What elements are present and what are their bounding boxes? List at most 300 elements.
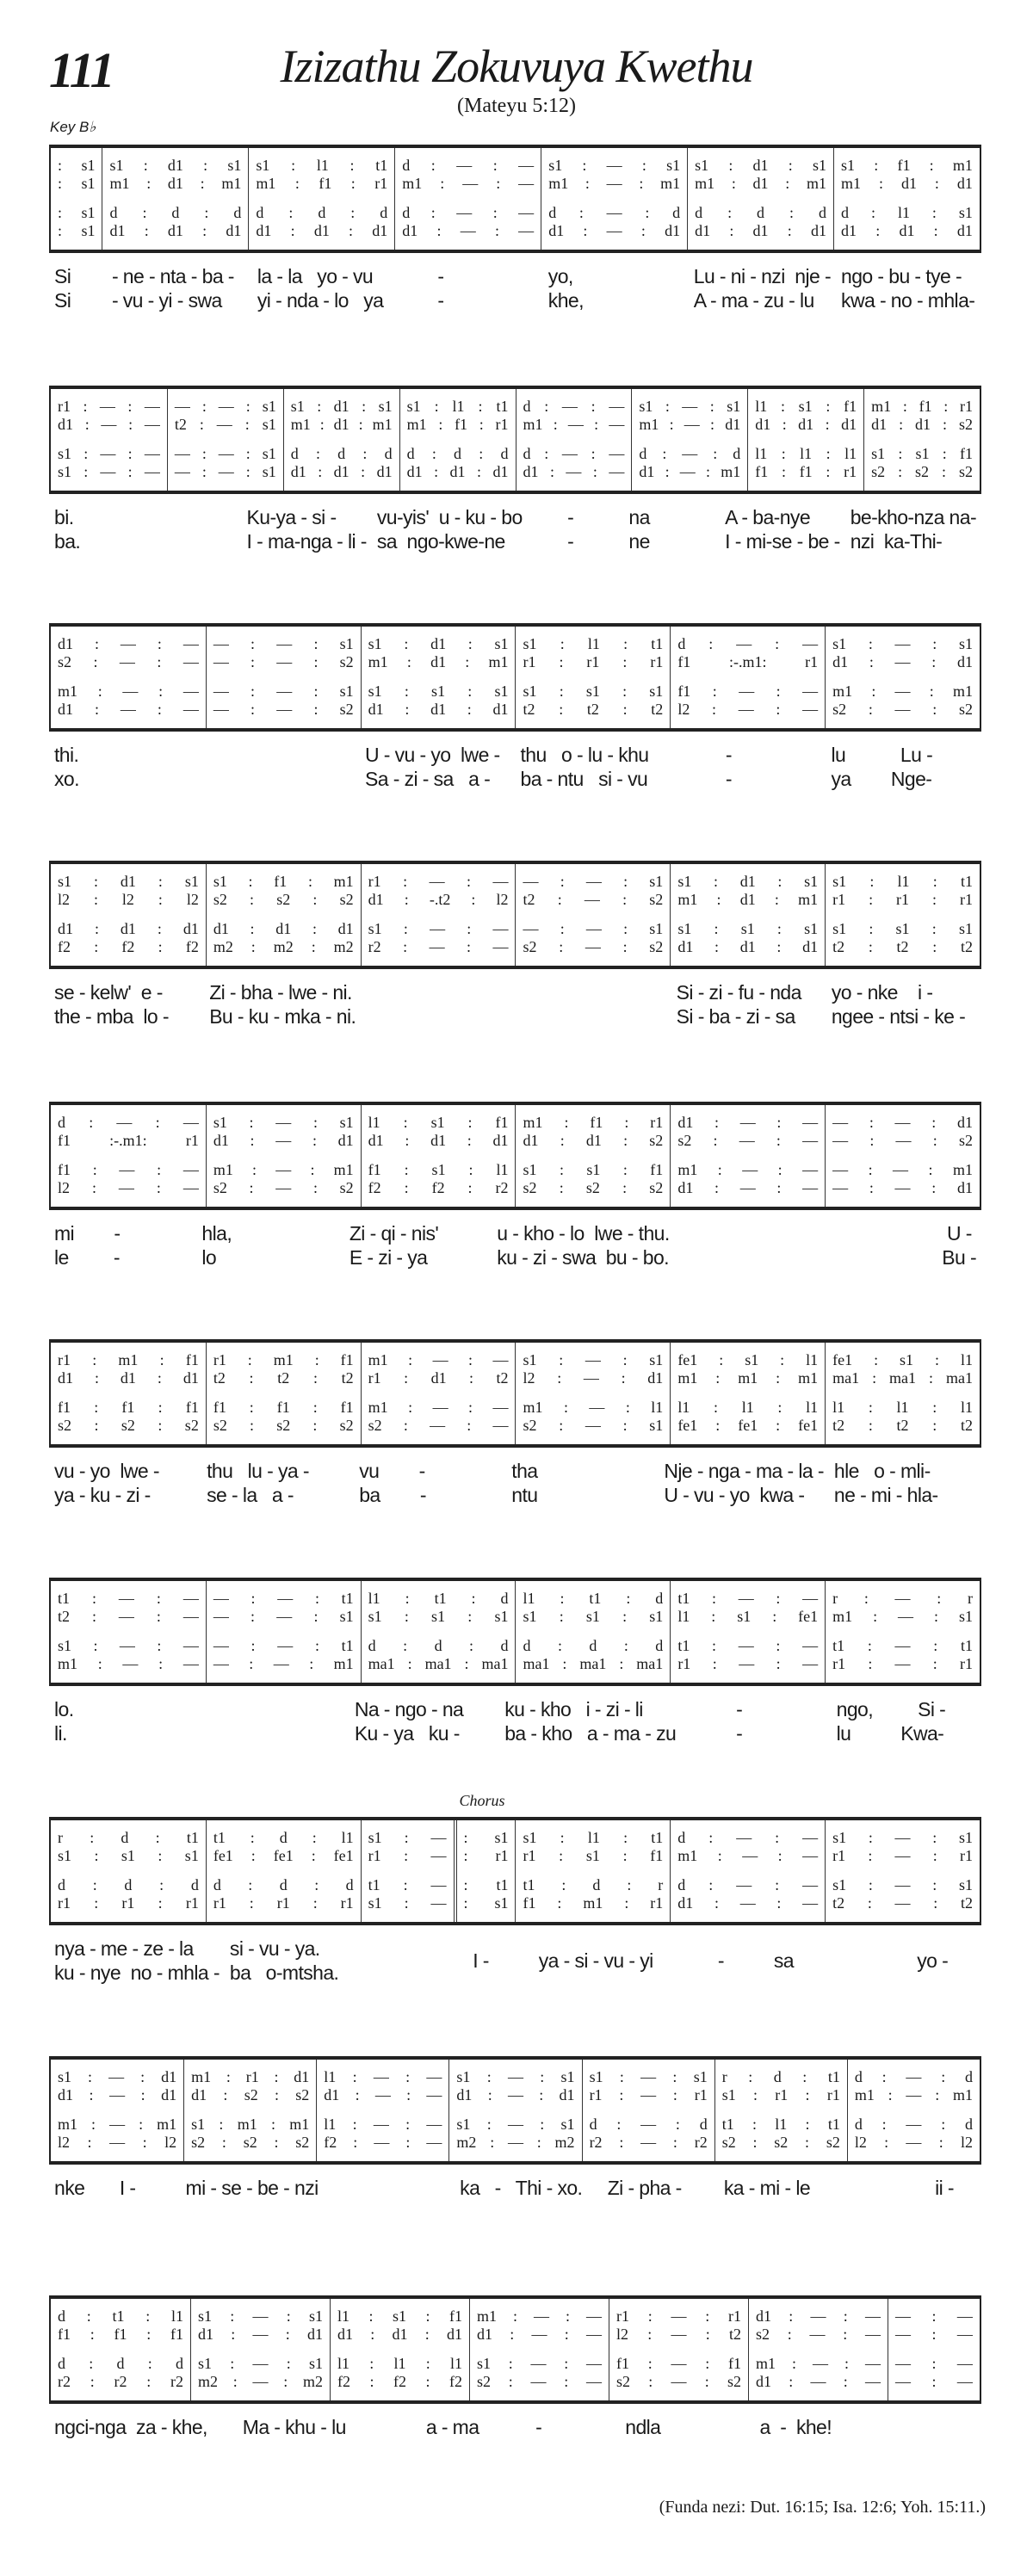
lyric-syllables: ka - Thi - xo. — [460, 2177, 583, 2199]
lyric-syllables: Na - ngo - na — [354, 1698, 464, 1720]
soprano-notes: m1 : f1 : r1 — [523, 1114, 664, 1131]
lyric-syllables: Lu - ni - nzi nje - — [693, 265, 832, 287]
bass-notes: d1 : d1 : d1 — [109, 222, 242, 239]
bass-notes: ma1 : ma1 : ma1 — [368, 1655, 509, 1672]
tenor-notes: t1 : — : — — [677, 1637, 819, 1654]
lyric-syllables: sa ngo-kwe-ne — [376, 530, 505, 553]
lyric-syllables: Ma - khu - lu — [217, 2416, 346, 2438]
soprano-notes: s1 : — : s1 — [213, 1114, 354, 1131]
lyric-column — [344, 1222, 492, 1270]
alto-notes: m1 : f1 : r1 — [406, 416, 509, 433]
lyric-column — [832, 1698, 981, 1746]
tenor-notes: d : d : d — [256, 204, 388, 221]
tenor-notes: t1 : — — [368, 1876, 447, 1893]
lyric-syllables: si - vu - ya. — [229, 1937, 320, 1960]
hymn-number: 111 — [49, 42, 114, 98]
soprano-notes: — : — : s1 — [174, 398, 276, 415]
lyric-syllables: se - kelw' e - — [54, 981, 163, 1004]
lyric-column — [832, 1937, 981, 1986]
lyric-column — [199, 1698, 349, 1746]
tenor-notes: m1 : — : — — [58, 683, 199, 700]
alto-notes: m1 : — : — — [523, 416, 625, 433]
alto-notes: l2 : l2 : l2 — [58, 891, 199, 908]
soprano-notes: d : — : — — [677, 1829, 819, 1846]
key-signature: Key B♭ — [50, 119, 96, 135]
alto-notes: : s1 — [58, 175, 96, 192]
lyric-column — [671, 981, 826, 1029]
measure — [515, 627, 670, 728]
lyric-syllables: yo, — [547, 265, 573, 287]
measure — [825, 864, 980, 966]
measure — [51, 389, 167, 491]
lyric-syllables: yo - nke i - — [831, 981, 933, 1004]
lyric-syllables — [894, 2416, 976, 2440]
alto-notes: d1 : — : — — [58, 416, 160, 433]
soprano-notes: r : — : r — [832, 1590, 973, 1607]
tenor-notes: l1 : — : — — [324, 2116, 442, 2133]
lyric-syllables: ku - nye no - mhla - — [54, 1961, 220, 1984]
lyric-column — [201, 1460, 354, 1508]
lyric-syllables: u - kho - lo lwe - thu. — [497, 1222, 670, 1245]
tenor-notes: l1 : l1 : l1 — [677, 1399, 819, 1416]
lyric-syllables: lo. — [54, 1698, 74, 1720]
lyric-syllables: hle o - mli- — [833, 1460, 931, 1482]
lyric-syllables: vu - — [359, 1460, 425, 1482]
lyric-syllables: ii - — [855, 2177, 954, 2199]
measure — [361, 1820, 454, 1922]
measure — [631, 389, 747, 491]
bass-notes: s2 : — : — — [477, 2373, 602, 2390]
lyric-column — [242, 506, 372, 554]
soprano-notes: d : — : — — [402, 157, 535, 174]
tenor-notes: d : d : d — [368, 1637, 509, 1654]
alto-notes: d1 : d1 : s2 — [871, 416, 973, 433]
measure — [833, 148, 980, 250]
measure — [609, 2299, 748, 2400]
tenor-notes: t1 : l1 : t1 — [721, 2116, 840, 2133]
bass-notes: r2 : r2 : r2 — [58, 2373, 183, 2390]
soprano-notes: s1 : — : s1 — [832, 635, 973, 652]
bass-notes: s2 : s2 : s2 — [523, 1179, 664, 1196]
tenor-notes: d : d : d — [695, 204, 826, 221]
tenor-notes: m1 : — : m1 — [832, 683, 973, 700]
lyric-syllables: ka - mi - le — [723, 2177, 811, 2199]
measure — [847, 2060, 980, 2161]
sol-fa-staff — [49, 1817, 981, 1925]
bass-notes: s2 : s2 : s2 — [721, 2134, 840, 2151]
measure — [582, 2060, 714, 2161]
lyric-syllables: I - ma-nga - li - — [246, 530, 367, 553]
sol-fa-staff — [49, 386, 981, 494]
alto-notes: — : — : s1 — [213, 1608, 354, 1625]
lyric-syllables: bi. — [54, 506, 74, 528]
measure — [670, 1820, 825, 1922]
lyric-syllables: Sa - zi - sa a - — [365, 768, 491, 790]
lyric-column — [49, 1698, 199, 1746]
lyric-column — [499, 1698, 681, 1746]
alto-notes: ma1 : ma1 : ma1 — [832, 1369, 973, 1387]
measure — [183, 2060, 316, 2161]
bass-notes: : s1 — [463, 1894, 509, 1912]
lyric-column — [534, 1937, 683, 1986]
bass-notes: : s1 — [58, 222, 96, 239]
soprano-notes: : s1 — [58, 157, 96, 174]
tenor-notes: d : l1 : s1 — [841, 204, 973, 221]
bass-notes: d1 : — : — — [756, 2373, 881, 2390]
bass-notes: t2 : t2 : t2 — [832, 938, 973, 955]
tenor-notes: m1 : — : m1 — [213, 1161, 354, 1178]
chorus-label: Chorus — [459, 1792, 505, 1809]
lyric-syllables: ba - kho a - ma - zu — [504, 1722, 677, 1745]
lyric-column — [49, 265, 107, 313]
lyric-column — [587, 2177, 719, 2201]
tenor-notes: m1 : — : — — [368, 1399, 509, 1416]
alto-notes: r1 : d1 : t2 — [368, 1369, 509, 1387]
tenor-notes: s1 : — : s1 — [198, 2355, 323, 2372]
lyric-column — [671, 744, 826, 792]
lyric-column — [455, 2177, 587, 2201]
bass-notes: d1 : — : — — [677, 1894, 819, 1912]
lyric-syllables: - — [676, 744, 732, 766]
alto-notes: s1 : s1 : s1 — [368, 1608, 509, 1625]
bass-notes: s2 : s2 : s2 — [213, 1417, 354, 1434]
soprano-notes: s1 : — : s1 — [548, 157, 681, 174]
lyric-syllables — [366, 1005, 510, 1029]
soprano-notes: m1 : — : — — [477, 2307, 602, 2325]
lyric-column — [689, 265, 836, 313]
bass-notes: s2 : — : s2 — [616, 2373, 741, 2390]
bass-notes: r1 : r1 : r1 — [213, 1894, 354, 1912]
soprano-notes: d : — : d — [854, 2068, 973, 2085]
lyric-syllables: - vu - yi - swa — [111, 289, 222, 312]
tenor-notes: d : — : d — [854, 2116, 973, 2133]
alto-notes: t2 : — : s1 — [174, 416, 276, 433]
soprano-notes: s1 : f1 : m1 — [213, 873, 354, 890]
lyric-syllables: ba - ntu si - vu — [520, 768, 648, 790]
bass-notes: r1 : r1 : r1 — [58, 1894, 199, 1912]
tenor-notes: f1 : s1 : l1 — [368, 1161, 509, 1178]
lyric-syllables: se - la a - — [207, 1484, 294, 1506]
measure — [361, 1581, 516, 1683]
bass-notes: l2 : — : — — [58, 1179, 199, 1196]
soprano-notes: d : t1 : l1 — [58, 2307, 183, 2325]
lyric-syllables: ndla — [625, 2416, 661, 2438]
bass-notes: l2 : — : — — [677, 701, 819, 718]
lyric-syllables — [680, 1246, 817, 1270]
lyric-syllables: Ku - ya ku - — [354, 1722, 460, 1745]
lyric-syllables — [329, 2177, 450, 2201]
soprano-notes: l1 : t1 : d — [368, 1590, 509, 1607]
measure — [747, 389, 863, 491]
lyric-syllables: Zi - pha - — [592, 2177, 682, 2199]
lyric-column — [492, 1222, 674, 1270]
tenor-notes: m1 : — : l1 — [523, 1399, 664, 1416]
soprano-notes: s1 : — — [368, 1829, 447, 1846]
measure — [670, 1581, 825, 1683]
bass-notes: f2 : — : — — [324, 2134, 442, 2151]
alto-notes: s1 : s1 : s1 — [58, 1847, 199, 1864]
lyric-syllables — [379, 1961, 462, 1986]
measure — [394, 148, 541, 250]
tenor-notes: d : d : d — [406, 445, 509, 462]
measure — [888, 2299, 980, 2400]
bass-notes: s2 : s2 : s2 — [191, 2134, 310, 2151]
lyric-syllables — [521, 981, 665, 1005]
lyric-column — [826, 744, 982, 792]
measure — [51, 2299, 190, 2400]
tenor-notes: t1 : — : t1 — [832, 1637, 973, 1654]
soprano-notes: — : — — [895, 2307, 973, 2325]
bass-notes: m2 : — : m2 — [198, 2373, 323, 2390]
lyric-column — [755, 2416, 889, 2440]
lyric-column — [49, 981, 204, 1029]
soprano-notes: d1 : — : — — [677, 1114, 819, 1131]
sol-fa-staff — [49, 861, 981, 969]
tenor-notes: d : — : — — [677, 1876, 819, 1893]
alto-notes: — : — : s2 — [832, 1132, 973, 1149]
measure — [515, 864, 670, 966]
tenor-notes: s1 : m1 : m1 — [191, 2116, 310, 2133]
lyric-column — [506, 1460, 659, 1508]
chorus-lyric-syllables: ya - si - vu - yi — [538, 1949, 653, 1972]
tenor-notes: l1 : l1 : l1 — [832, 1399, 973, 1416]
tenor-notes: d : — : — — [402, 204, 535, 221]
bass-notes: r1 : — : r1 — [832, 1655, 973, 1672]
tenor-notes: s1 : — : s1 — [456, 2116, 575, 2133]
alto-notes: m1 : — : d1 — [639, 416, 741, 433]
bass-notes: d1 : — : — — [677, 1179, 819, 1196]
soprano-notes: m1 : f1 : r1 — [871, 398, 973, 415]
lyric-syllables: U - vu - yo lwe - — [365, 744, 500, 766]
bass-notes: — : — : m1 — [213, 1655, 354, 1672]
measure — [167, 389, 283, 491]
tenor-notes: m1 : — : m1 — [58, 2116, 177, 2133]
lyric-column — [850, 2177, 981, 2201]
measure — [316, 2060, 448, 2161]
measure — [206, 1820, 361, 1922]
soprano-notes: d1 : — : — — [756, 2307, 881, 2325]
measure — [454, 1820, 516, 1922]
lyric-column — [620, 2416, 754, 2440]
alto-notes: d1 : — : d1 — [213, 1132, 354, 1149]
bass-notes: s2 : — : s2 — [832, 701, 973, 718]
measure — [206, 864, 361, 966]
bass-notes: d1 : — : d1 — [548, 222, 681, 239]
bass-notes: s1 : — : — — [58, 463, 160, 480]
lyric-syllables: - — [686, 1698, 743, 1720]
alto-notes: d1 : — : — — [324, 2086, 442, 2103]
bass-notes: d1 : d1 : d1 — [677, 938, 819, 955]
soprano-notes: t1 : d : l1 — [213, 1829, 354, 1846]
measure — [399, 389, 516, 491]
soprano-notes: r1 : m1 : f1 — [213, 1351, 354, 1368]
bass-notes: — : — — [895, 2373, 973, 2390]
lyric-syllables: kwa - no - mhla- — [841, 289, 975, 312]
lyric-syllables: mi - se - be - nzi — [185, 2177, 319, 2199]
measure — [330, 2299, 469, 2400]
soprano-notes: l1 : t1 : d — [523, 1590, 664, 1607]
measure — [825, 627, 980, 728]
lyrics — [49, 1460, 981, 1508]
measure — [670, 627, 825, 728]
music-system — [49, 386, 981, 554]
tenor-notes: — : — : s1 — [174, 445, 276, 462]
lyric-column — [623, 506, 720, 554]
measure — [51, 1820, 206, 1922]
alto-notes: m1 : d1 : m1 — [677, 891, 819, 908]
soprano-notes: r1 : m1 : f1 — [58, 1351, 199, 1368]
alto-notes: f1 : f1 : f1 — [58, 2326, 183, 2343]
sol-fa-staff — [49, 2295, 981, 2404]
measure — [51, 1343, 206, 1444]
alto-notes: m1 : d1 : m1 — [695, 175, 826, 192]
lyric-syllables — [366, 981, 510, 1005]
music-system — [49, 1339, 981, 1508]
measure — [448, 2060, 581, 2161]
soprano-notes: r : d : t1 — [721, 2068, 840, 2085]
chorus-lyric-syllables: yo - — [837, 1949, 949, 1972]
measure — [670, 1343, 825, 1444]
lyric-column — [845, 506, 981, 554]
measure — [51, 1581, 206, 1683]
soprano-notes: s1 : l1 : t1 — [256, 157, 388, 174]
bass-notes: — : — : s2 — [213, 701, 354, 718]
tenor-notes: d : — : d — [548, 204, 681, 221]
lyric-syllables: ba o-mtsha. — [229, 1961, 339, 1984]
lyric-column — [516, 981, 671, 1029]
alto-notes: r1 : — — [368, 1847, 447, 1864]
alto-notes: l2 : — : d1 — [523, 1369, 664, 1387]
tenor-notes: s1 : s1 : f1 — [871, 445, 973, 462]
alto-notes: m1 : d1 : m1 — [368, 653, 509, 670]
lyric-syllables: E - zi - ya — [349, 1246, 428, 1269]
bass-notes: d1 : d1 : d1 — [841, 222, 973, 239]
bass-notes: ma1 : ma1 : ma1 — [523, 1655, 664, 1672]
music-system — [49, 861, 981, 1029]
soprano-notes: t1 : — : — — [677, 1590, 819, 1607]
soprano-notes: l1 : — : — — [324, 2068, 442, 2085]
tenor-notes: f1 : f1 : f1 — [213, 1399, 354, 1416]
measure — [361, 627, 516, 728]
alto-notes: d1 : — : — — [477, 2326, 602, 2343]
lyric-syllables: - — [532, 530, 574, 553]
soprano-notes: s1 : — : s1 — [523, 1351, 664, 1368]
lyric-syllables: ngci-nga za - khe, — [54, 2416, 207, 2438]
bass-notes: s1 : — — [368, 1894, 447, 1912]
alto-notes: fe1 : fe1 : fe1 — [213, 1847, 354, 1864]
measure — [248, 148, 394, 250]
lyric-syllables: - — [532, 506, 574, 528]
lyric-column — [361, 981, 516, 1029]
lyric-syllables: - — [402, 289, 444, 312]
measure — [206, 1581, 361, 1683]
lyric-column — [543, 265, 689, 313]
measure — [190, 2299, 330, 2400]
lyric-syllables — [151, 530, 237, 554]
alto-notes: s2 : — : — — [58, 653, 199, 670]
sol-fa-staff — [49, 623, 981, 732]
soprano-notes: s1 : — : d1 — [58, 2068, 177, 2085]
tenor-notes: : s1 — [58, 204, 96, 221]
measure — [515, 1343, 670, 1444]
soprano-notes: s1 : — : s1 — [832, 1829, 973, 1846]
alto-notes: d1 : s2 : s2 — [191, 2086, 310, 2103]
alto-notes: r1 : — : r1 — [589, 2086, 708, 2103]
lyric-syllables — [680, 1222, 817, 1246]
lyric-syllables: - ne - nta - ba - — [111, 265, 234, 287]
lyric-column — [49, 506, 145, 554]
lyric-syllables — [204, 1722, 343, 1746]
lyric-syllables: ba - — [359, 1484, 426, 1506]
lyric-syllables: be-kho-nza na- — [850, 506, 977, 528]
alto-notes: s2 : s2 : s2 — [213, 891, 354, 908]
lyric-column — [107, 265, 252, 313]
alto-notes: s2 : — : — — [677, 1132, 819, 1149]
alto-notes: m1 : — : m1 — [854, 2086, 973, 2103]
alto-notes: d1 : — : d1 — [456, 2086, 575, 2103]
lyric-syllables: the - mba lo - — [54, 1005, 169, 1028]
lyric-syllables: Si — [54, 265, 71, 287]
lyrics — [49, 1222, 981, 1270]
measure — [515, 1105, 670, 1207]
soprano-notes: s1 : d1 : s1 — [368, 635, 509, 652]
tenor-notes: — : — : s1 — [213, 683, 354, 700]
soprano-notes: fe1 : s1 : l1 — [677, 1351, 819, 1368]
lyric-column — [822, 1222, 981, 1270]
bass-notes: — : — : d1 — [832, 1179, 973, 1196]
bass-notes: f1 : m1 : r1 — [523, 1894, 664, 1912]
alto-notes: s1 : r1 : r1 — [721, 2086, 840, 2103]
lyric-column — [49, 1460, 201, 1508]
lyric-syllables: ya - ku - zi - — [54, 1484, 151, 1506]
alto-notes: t2 : — : — — [58, 1608, 199, 1625]
measure — [469, 2299, 609, 2400]
soprano-notes: — : — : t1 — [213, 1590, 354, 1607]
soprano-notes: d : — : — — [523, 398, 625, 415]
lyric-syllables: tha — [511, 1460, 538, 1482]
sol-fa-staff — [49, 1102, 981, 1210]
alto-notes: t2 : t2 : t2 — [213, 1369, 354, 1387]
tenor-notes: s1 : — : — — [58, 1637, 199, 1654]
lyric-column — [49, 2416, 213, 2440]
bass-notes: l2 : — : l2 — [854, 2134, 973, 2151]
bass-notes: s2 : — : s2 — [213, 1179, 354, 1196]
soprano-notes: m1 : r1 : d1 — [191, 2068, 310, 2085]
lyric-column — [351, 2416, 486, 2440]
alto-notes: m1 : — : — — [402, 175, 535, 192]
scripture-reference: (Mateyu 5:12) — [457, 95, 576, 117]
soprano-notes: s1 : — : s1 — [198, 2307, 323, 2325]
alto-notes: m1 : m1 : m1 — [677, 1369, 819, 1387]
soprano-notes: s1 : — : s1 — [456, 2068, 575, 2085]
sol-fa-staff — [49, 1339, 981, 1448]
lyric-column — [659, 1460, 829, 1508]
tenor-notes: f1 : — : f1 — [616, 2355, 741, 2372]
tenor-notes: s1 : — : s1 — [832, 1876, 973, 1893]
alto-notes: d1 : d1 : d1 — [755, 416, 857, 433]
alto-notes: m1 : f1 : r1 — [256, 175, 388, 192]
measure — [670, 1105, 825, 1207]
lyric-syllables: hla, — [201, 1222, 232, 1245]
soprano-notes: d : — : — — [58, 1114, 199, 1131]
lyric-column — [181, 2177, 324, 2201]
lyric-syllables: ngo - bu - tye - — [841, 265, 962, 287]
bass-notes: d1 : d1 : d1 — [406, 463, 509, 480]
lyric-syllables: Zi - qi - nis' — [349, 1222, 439, 1245]
alto-notes: : r1 — [463, 1847, 509, 1864]
measure — [206, 627, 361, 728]
lyric-syllables: ya Nge- — [831, 768, 932, 790]
